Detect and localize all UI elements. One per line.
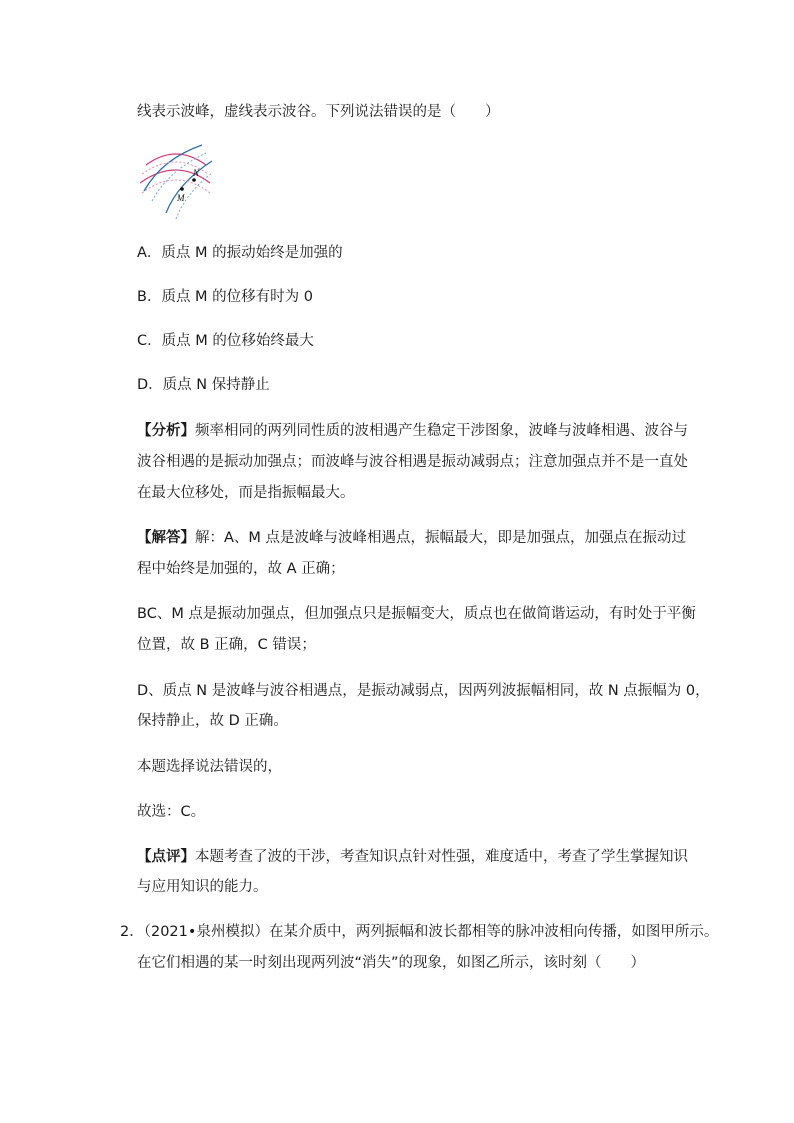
solution-text: 解：A、M 点是波峰与波峰相遇点，振幅最大，即是加强点，加强点在振动过 — [195, 530, 687, 546]
solution-line-2: 程中始终是加强的，故 A 正确； — [137, 561, 345, 577]
analysis-text: 频率相同的两列同性质的波相遇产生稳定干涉图象，波峰与波峰相遇、波谷与 — [195, 423, 688, 439]
question-text: （2021•泉州模拟）在某介质中，两列振幅和波长都相等的脉冲波相向传播，如图甲所示。 — [143, 924, 719, 940]
crest-arc-pink — [146, 154, 206, 165]
analysis-line-3: 在最大位移处，而是指振幅最大。 — [137, 485, 355, 501]
solution-line-3: BC、M 点是振动加强点，但加强点只是振幅变大，质点也在做简谐运动，有时处于平衡 — [137, 606, 696, 622]
solution-line-8: 故选：C。 — [137, 804, 206, 820]
point-n-dot — [192, 178, 196, 182]
option-d: D．质点 N 保持静止 — [137, 377, 270, 393]
solution-line-4: 位置，故 B 正确，C 错误； — [137, 637, 316, 653]
crest-arc-blue — [166, 161, 212, 213]
point-n-label: N — [193, 168, 200, 178]
comment-text: 本题考查了波的干涉，考查知识点针对性强，难度适中，考查了学生掌握知识 — [195, 849, 688, 865]
analysis-line-1 — [137, 421, 688, 441]
next-question-line-1 — [120, 922, 718, 942]
comment-line-1 — [137, 847, 688, 867]
trough-arc-pink — [142, 180, 210, 193]
solution-line-7: 本题选择说法错误的， — [137, 759, 282, 775]
analysis-line-2: 波谷相遇的是振动加强点；而波峰与波谷相遇是振动减弱点；注意加强点并不是一直处 — [137, 454, 688, 470]
comment-tag: 【点评】 — [137, 849, 195, 865]
solution-line-1 — [137, 528, 686, 548]
point-m-dot — [180, 187, 184, 191]
solution-line-5: D、质点 N 是波峰与波谷相遇点，是振动减弱点，因两列波振幅相同，故 N 点振幅为 0， — [137, 683, 710, 699]
solution-tag: 【解答】 — [137, 530, 195, 546]
point-m-label: M — [177, 193, 185, 203]
solution-line-6: 保持静止，故 D 正确。 — [137, 713, 288, 729]
interference-diagram — [140, 143, 212, 219]
analysis-tag: 【分析】 — [137, 423, 195, 439]
option-a: A．质点 M 的振动始终是加强的 — [137, 245, 343, 261]
question-number: 2． — [120, 924, 144, 940]
option-b: B．质点 M 的位移有时为 0 — [137, 289, 314, 305]
wave-interference-figure — [140, 143, 212, 219]
question-stem-tail: 线表示波峰，虚线表示波谷。下列说法错误的是（ ） — [137, 104, 500, 120]
option-c: C．质点 M 的位移始终最大 — [137, 333, 314, 349]
comment-line-2: 与应用知识的能力。 — [137, 879, 268, 895]
next-question-line-2: 在它们相遇的某一时刻出现两列波“消失”的现象，如图乙所示，该时刻（ ） — [137, 955, 646, 971]
